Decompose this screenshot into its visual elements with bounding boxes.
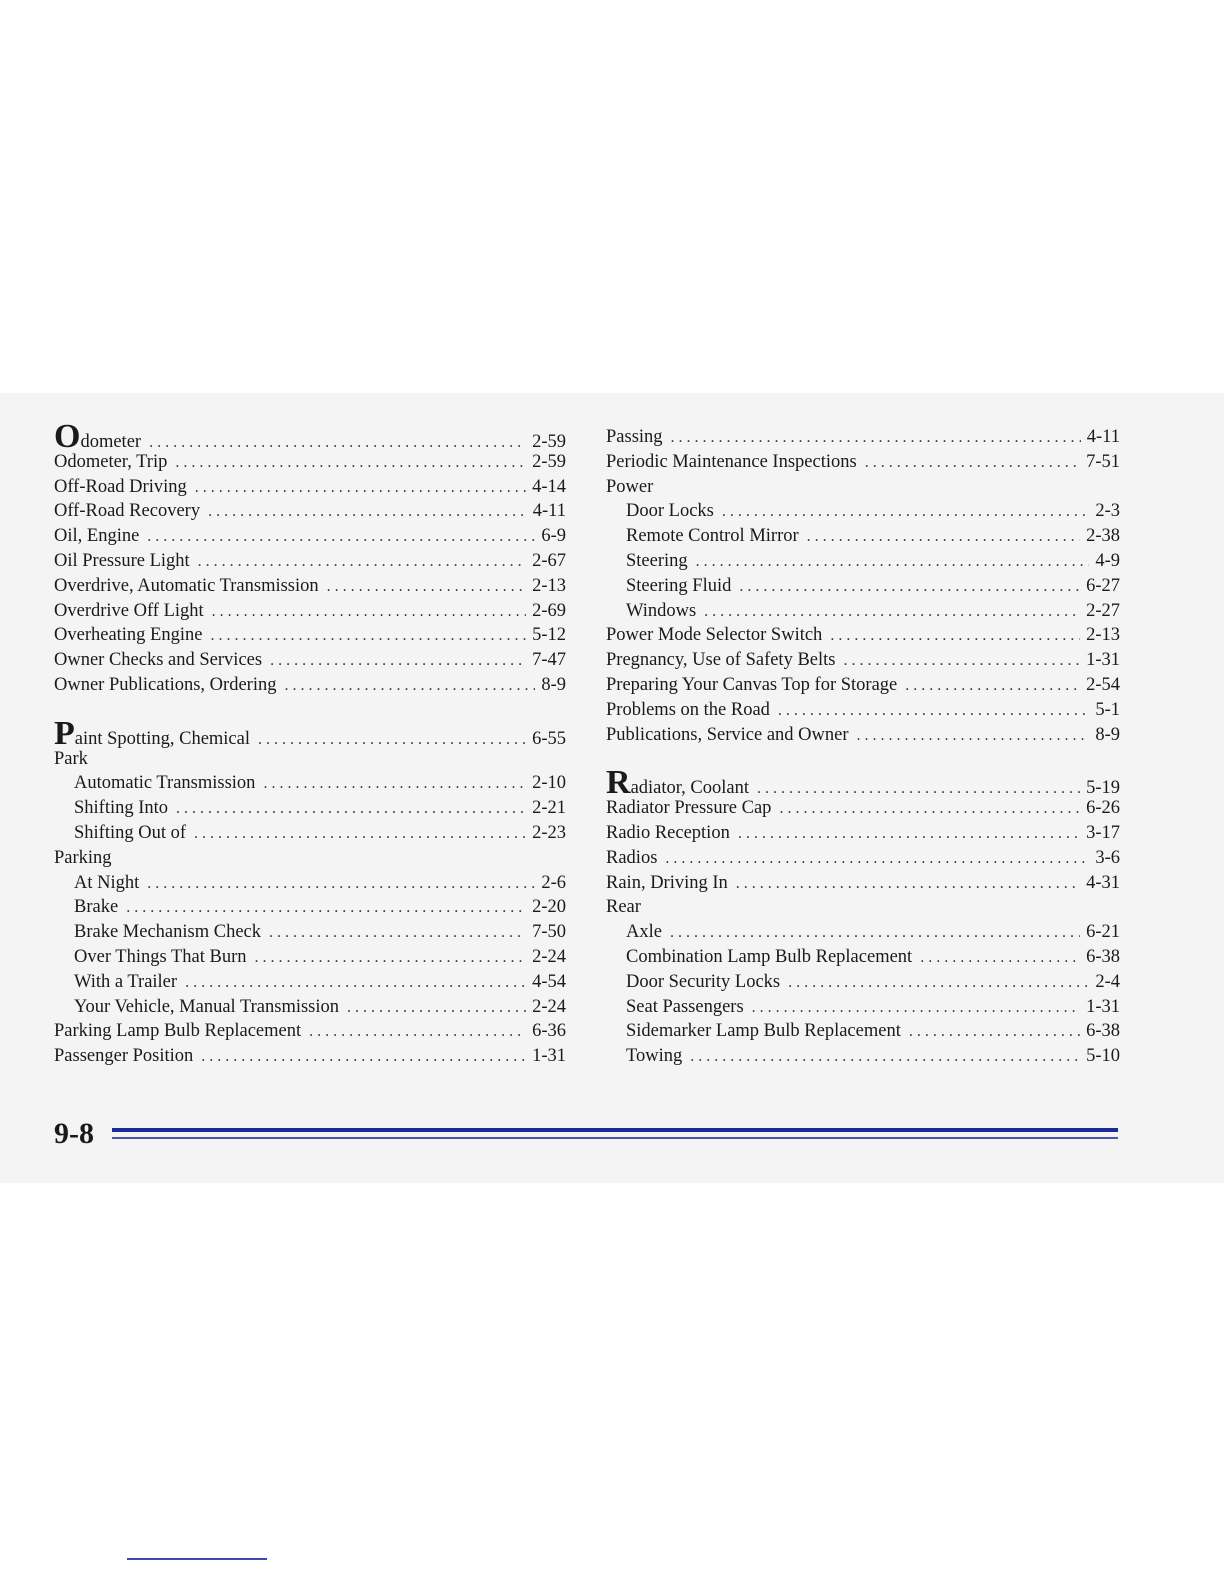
entry-label [606,871,728,896]
entry-label [74,796,168,821]
entry-label [54,1044,193,1069]
entry-text: Pregnancy, Use of Safety Belts [606,650,836,671]
entry-label [74,895,118,920]
index-entry[interactable] [54,574,566,599]
entry-page: 8-9 [1095,724,1120,745]
entry-text: Overheating Engine [54,625,203,646]
entry-page: 7-50 [532,922,566,943]
index-entry[interactable] [54,714,566,752]
entry-page: 2-24 [532,996,566,1017]
dot-leader [857,724,1090,749]
entry-text: Sidemarker Lamp Bulb Replacement [626,1021,901,1042]
index-column-right [606,425,1120,1069]
entry-label [606,623,822,648]
entry-label [54,1019,301,1044]
entry-page: 6-55 [532,728,566,749]
bottom-rule [127,1558,267,1560]
entry-page: 4-54 [532,971,566,992]
index-subentry[interactable] [606,524,1120,549]
entry-text: adiator, Coolant [630,778,750,799]
index-subentry[interactable] [606,920,1120,945]
entry-label [54,524,139,549]
entry-text: Steering [626,550,688,571]
entry-text: Parking [54,847,112,868]
index-subentry[interactable] [606,1044,1120,1069]
index-entry[interactable] [606,871,1120,896]
entry-page: 2-21 [532,798,566,819]
index-entry[interactable] [606,821,1120,846]
footer-rule [112,1128,1118,1132]
entry-text: Owner Checks and Services [54,650,263,671]
dot-leader [739,575,1080,600]
index-subentry[interactable] [606,574,1120,599]
index-entry[interactable] [606,623,1120,648]
dot-leader [830,624,1080,649]
entry-page: 2-27 [1086,600,1120,621]
entry-page: 7-51 [1086,451,1120,472]
entry-label [626,945,912,970]
entry-text: Off-Road Driving [54,476,187,497]
entry-label [606,475,653,500]
entry-label [74,821,186,846]
entry-label [54,673,276,698]
index-entry[interactable] [606,450,1120,475]
index-subentry[interactable] [606,599,1120,624]
entry-label [626,499,714,524]
entry-label [626,574,731,599]
entry-page: 1-31 [532,1046,566,1067]
index-entry[interactable] [606,796,1120,821]
entry-page: 6-9 [541,526,566,547]
entry-text: Your Vehicle, Manual Transmission [74,996,340,1017]
dot-leader [126,896,526,921]
dot-leader [696,550,1090,575]
index-entry[interactable] [606,846,1120,871]
entry-label [626,524,799,549]
dot-leader [347,996,526,1021]
entry-page: 6-26 [1086,798,1120,819]
entry-label [74,920,261,945]
section-letter: R [606,764,631,802]
dot-leader [147,525,535,550]
entry-label [54,846,112,871]
entry-text: Steering Fluid [626,575,732,596]
entry-text: Parking Lamp Bulb Replacement [54,1021,302,1042]
entry-page: 2-59 [532,451,566,472]
entry-page: 5-1 [1095,699,1120,720]
dot-leader [690,1045,1080,1070]
entry-label [54,475,187,500]
entry-text: Over Things That Burn [74,946,247,967]
entry-label [54,599,204,624]
index-subentry[interactable] [54,895,566,920]
entry-page: 2-69 [532,600,566,621]
entry-label [606,846,657,871]
index-subentry[interactable] [606,499,1120,524]
entry-page: 4-11 [1086,427,1120,447]
entry-text: Brake [74,897,119,918]
index-subentry[interactable] [54,945,566,970]
entry-label [606,450,857,475]
index-entry[interactable] [54,1019,566,1044]
dot-leader [665,847,1089,872]
index-subentry[interactable] [54,871,566,896]
entry-label [74,970,177,995]
dot-leader [195,476,526,501]
entry-label [606,698,770,723]
dot-leader [807,525,1080,550]
entry-page: 4-9 [1095,550,1120,571]
entry-text: Seat Passengers [626,996,744,1017]
dot-leader [788,971,1089,996]
entry-page: 5-19 [1086,778,1120,799]
entry-label [626,549,688,574]
dot-leader [147,872,535,897]
section-gap [54,698,566,722]
index-entry[interactable] [606,764,1120,802]
dot-leader [327,575,526,600]
entry-label [606,895,641,920]
entry-page: 2-13 [1086,625,1120,646]
entry-page: 6-36 [532,1021,566,1042]
entry-label [54,747,88,772]
entry-page: 2-10 [532,773,566,794]
entry-label [54,499,200,524]
entry-page: 6-38 [1086,1021,1120,1042]
dot-leader [185,971,526,996]
entry-text: Overdrive Off Light [54,600,204,621]
dot-leader [258,728,526,753]
index-entry[interactable] [606,475,1120,500]
index-entry[interactable] [54,846,566,871]
entry-text: Towing [626,1046,683,1067]
entry-page: 2-6 [541,872,566,893]
entry-page: 1-31 [1086,996,1120,1017]
dot-leader [722,500,1089,525]
dot-leader [212,600,526,625]
dot-leader [779,797,1080,822]
entry-page: 2-13 [532,575,566,596]
dot-leader [920,946,1080,971]
entry-page: 2-23 [532,822,566,843]
entry-label [74,995,339,1020]
entry-label [626,970,780,995]
index-entry[interactable] [54,418,566,455]
entry-text: Owner Publications, Ordering [54,674,277,695]
dot-leader [670,921,1080,946]
entry-label [54,623,202,648]
index-entry[interactable] [54,599,566,624]
entry-page: 2-4 [1095,971,1120,992]
index-entry[interactable] [606,673,1120,698]
index-subentry[interactable] [606,970,1120,995]
entry-label [606,723,849,748]
index-subentry[interactable] [54,995,566,1020]
entry-text: Power [606,476,654,497]
dot-leader [263,772,526,797]
entry-text: Windows [626,600,697,621]
index-entry[interactable] [54,673,566,698]
entry-page: 2-20 [532,897,566,918]
entry-label [626,920,662,945]
entry-label [626,1019,901,1044]
dot-leader [909,1020,1080,1045]
dot-leader [198,550,526,575]
entry-text: Automatic Transmission [74,773,256,794]
entry-text: Door Locks [626,501,714,522]
index-entry[interactable] [54,450,566,475]
entry-page: 4-11 [532,501,566,522]
entry-page: 4-14 [532,476,566,497]
entry-text: At Night [74,872,140,893]
entry-text: Door Security Locks [626,971,781,992]
entry-text: Axle [626,922,662,943]
entry-page: 7-47 [532,650,566,671]
entry-label [606,648,835,673]
entry-text: Odometer, Trip [54,451,168,472]
dot-leader [704,600,1080,625]
index-entry[interactable] [606,698,1120,723]
dot-leader [194,822,526,847]
dot-leader [752,996,1080,1021]
dot-leader [201,1045,526,1070]
section-gap [606,747,1120,771]
entry-text: Combination Lamp Bulb Replacement [626,946,913,967]
index-entry[interactable] [54,648,566,673]
entry-text: aint Spotting, Chemical [74,728,250,749]
entry-text: Radiator Pressure Cap [606,798,772,819]
index-entry[interactable] [54,623,566,648]
index-subentry[interactable] [606,549,1120,574]
page-number: 9-8 [54,1117,94,1150]
entry-text: Radios [606,847,658,868]
dot-leader [270,649,526,674]
index-entry[interactable] [54,1044,566,1069]
entry-label [54,574,319,599]
dot-leader [208,500,527,525]
entry-label [74,945,246,970]
section-letter: O [54,418,81,455]
entry-text: Rain, Driving In [606,872,728,893]
entry-label [606,673,897,698]
dot-leader [269,921,526,946]
index-column-left [54,418,566,1069]
entry-page: 2-54 [1086,674,1120,695]
dot-leader [176,797,526,822]
entry-text: dometer [80,432,142,452]
entry-page: 5-10 [1086,1046,1120,1067]
dot-leader [843,649,1080,674]
entry-page: 6-27 [1086,575,1120,596]
entry-label [626,995,744,1020]
footer-rule-thin [112,1137,1118,1139]
dot-leader [905,674,1080,699]
entry-page: 3-17 [1086,822,1120,843]
entry-label [54,450,167,475]
entry-page: 2-38 [1086,526,1120,547]
entry-text: Brake Mechanism Check [74,922,261,943]
entry-page: 6-21 [1086,922,1120,943]
entry-text: Overdrive, Automatic Transmission [54,575,319,596]
entry-page: 2-24 [532,946,566,967]
entry-text: Preparing Your Canvas Top for Storage [606,674,898,695]
index-subentry[interactable] [54,771,566,796]
index-subentry[interactable] [54,920,566,945]
index-subentry[interactable] [54,970,566,995]
entry-page: 5-12 [532,625,566,646]
entry-label [606,821,730,846]
entry-text: Shifting Out of [74,822,187,843]
dot-leader [254,946,526,971]
entry-label [626,1044,682,1069]
entry-text: Oil Pressure Light [54,550,190,571]
entry-label [626,599,696,624]
entry-label [606,425,663,450]
entry-page: 8-9 [541,674,566,695]
index-entry[interactable] [606,895,1120,920]
entry-text: Park [54,748,88,769]
dot-leader [210,624,526,649]
entry-label [54,549,190,574]
entry-label [54,648,262,673]
index-entry[interactable] [606,425,1120,450]
entry-text: Problems on the Road [606,699,770,720]
dot-leader [778,699,1089,724]
index-subentry[interactable] [606,1019,1120,1044]
entry-text: Radio Reception [606,822,730,843]
entry-page: 2-59 [532,432,566,452]
index-entry[interactable] [54,524,566,549]
entry-text: Shifting Into [74,798,169,819]
entry-text: Oil, Engine [54,526,140,547]
entry-label [74,771,255,796]
entry-text: Passenger Position [54,1046,194,1067]
entry-text: Passing [606,427,663,447]
index-subentry[interactable] [606,945,1120,970]
dot-leader [865,451,1080,476]
entry-text: Periodic Maintenance Inspections [606,451,857,472]
dot-leader [736,872,1080,897]
entry-label [74,871,139,896]
entry-page: 3-6 [1095,847,1120,868]
entry-text: Rear [606,897,641,918]
entry-text: Remote Control Mirror [626,526,799,547]
entry-page: 1-31 [1086,650,1120,671]
entry-text: Off-Road Recovery [54,501,201,522]
index-entry[interactable] [54,549,566,574]
index-entry[interactable] [606,648,1120,673]
entry-page: 2-3 [1095,501,1120,522]
dot-leader [671,426,1081,451]
entry-text: With a Trailer [74,971,178,992]
dot-leader [175,451,526,476]
index-subentry[interactable] [606,995,1120,1020]
entry-page: 6-38 [1086,946,1120,967]
dot-leader [309,1020,526,1045]
entry-label [606,796,771,821]
entry-text: Publications, Service and Owner [606,724,849,745]
entry-text: Power Mode Selector Switch [606,625,823,646]
index-entry[interactable] [606,723,1120,748]
dot-leader [738,822,1080,847]
entry-page: 4-31 [1086,872,1120,893]
section-letter: P [54,714,75,752]
dot-leader [284,674,535,699]
index-entry[interactable] [54,499,566,524]
index-subentry[interactable] [54,796,566,821]
index-entry[interactable] [54,475,566,500]
entry-page: 2-67 [532,550,566,571]
index-subentry[interactable] [54,821,566,846]
